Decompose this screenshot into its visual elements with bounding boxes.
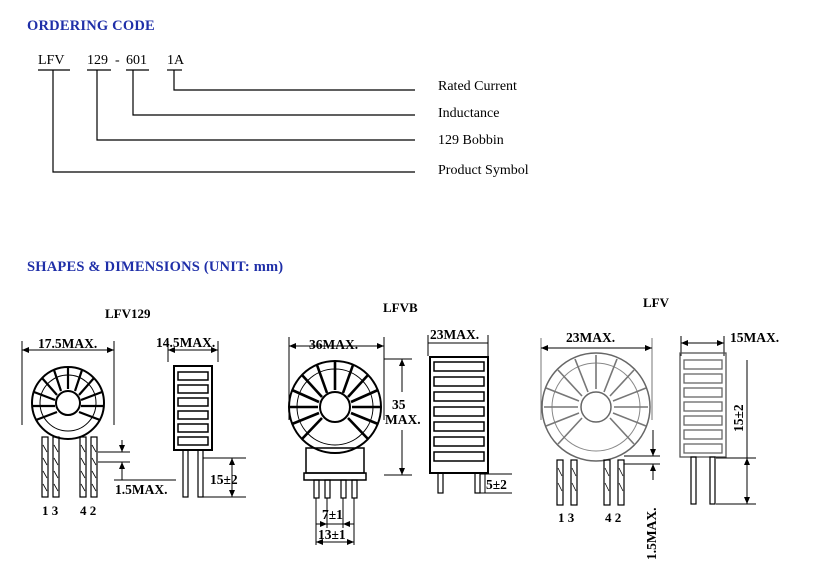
label-inductance: Inductance (438, 106, 500, 121)
lfvb-side-dim: 23MAX. (430, 327, 480, 342)
lfv-lead-dim: 1.5MAX. (644, 507, 659, 560)
shapes-dimensions-heading: SHAPES & DIMENSIONS (UNIT: mm) (27, 259, 284, 275)
lfv-drawing (541, 295, 779, 560)
lfv129-height-dim: 15±2 (210, 472, 238, 487)
lfv-side-dim: 15MAX. (730, 330, 780, 345)
lfvb-width-dim: 36MAX. (309, 337, 359, 352)
lfv-pins-left: 1 3 (558, 510, 575, 525)
lfv129-pins-right: 4 2 (80, 503, 97, 518)
lfvb-lead-dim: 5±2 (486, 477, 507, 492)
lfvb-drawing (289, 300, 512, 545)
lfv-pins-right: 4 2 (605, 510, 622, 525)
code-part-current: 1A (167, 53, 185, 68)
lfv-caption: LFV (643, 295, 669, 310)
lfv-width-dim: 23MAX. (566, 330, 616, 345)
lfvb-height-dim-top: 35 (392, 397, 406, 412)
lfv129-lead-dim: 1.5MAX. (115, 482, 168, 497)
code-part-bobbin: 129 (87, 53, 108, 68)
code-part-inductance: 601 (126, 53, 147, 68)
label-product-symbol: Product Symbol (438, 163, 529, 178)
code-part-dash: - (115, 53, 120, 68)
label-rated-current: Rated Current (438, 79, 517, 94)
lfvb-pitch-outer: 13±1 (318, 527, 346, 542)
ordering-code-heading: ORDERING CODE (27, 18, 155, 34)
lfvb-caption: LFVB (383, 300, 418, 315)
lfv129-drawing (22, 306, 246, 518)
lfv129-width-dim: 17.5MAX. (38, 336, 98, 351)
lfv129-caption: LFV129 (105, 306, 151, 321)
label-bobbin: 129 Bobbin (438, 133, 504, 148)
ordering-leaders (38, 70, 415, 172)
lfvb-pitch-inner: 7±1 (322, 507, 343, 522)
lfvb-height-dim-bottom: MAX. (385, 412, 421, 427)
lfv129-pins-left: 1 3 (42, 503, 59, 518)
lfv-height-dim: 15±2 (731, 404, 746, 432)
lfv129-side-dim: 14.5MAX. (156, 335, 216, 350)
code-part-product: LFV (38, 53, 65, 68)
